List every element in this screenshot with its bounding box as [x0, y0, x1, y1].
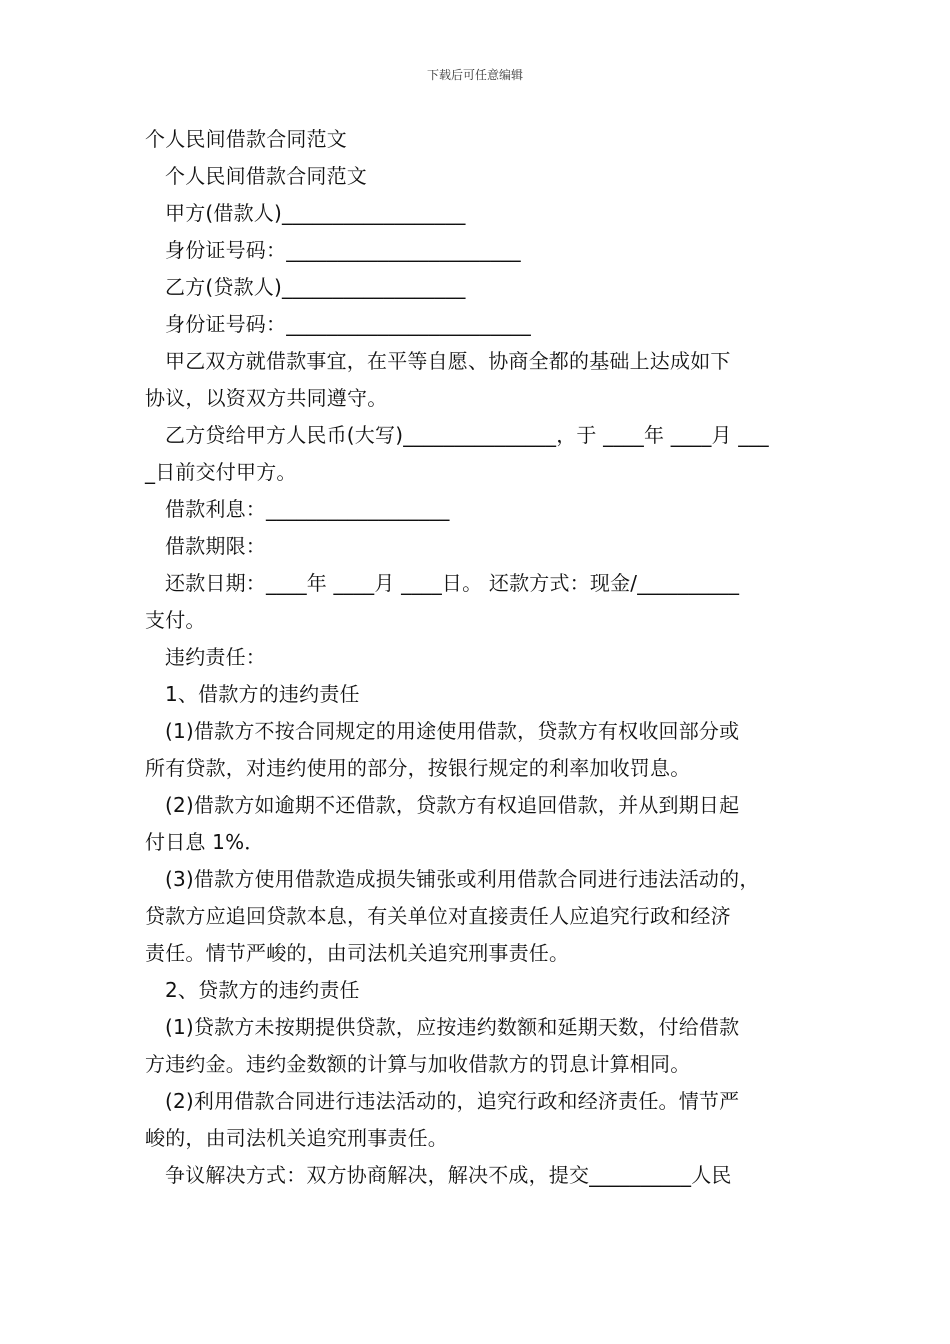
- contract-line: 责任。情节严峻的，由司法机关追究刑事责任。: [145, 941, 570, 965]
- contract-line: 个人民间借款合同范文: [165, 164, 367, 188]
- contract-line: 甲方(借款人)__________________: [165, 201, 466, 225]
- contract-line: _日前交付甲方。: [145, 460, 297, 484]
- contract-line: 乙方贷给甲方人民币(大写)_______________，于 ____年 ____月 ___: [165, 423, 769, 447]
- contract-line: 协议，以资双方共同遵守。: [145, 386, 388, 410]
- contract-line: 还款日期：____年 ____月 ____日。 还款方式：现金/__________: [165, 571, 740, 595]
- contract-line: 身份证号码：_______________________: [165, 238, 521, 262]
- contract-line: 甲乙双方就借款事宜，在平等自愿、协商全都的基础上达成如下: [165, 349, 731, 373]
- contract-line: 违约责任：: [165, 645, 266, 669]
- contract-line: 方违约金。违约金数额的计算与加收借款方的罚息计算相同。: [145, 1052, 691, 1076]
- contract-line: 支付。: [145, 608, 206, 632]
- contract-line: 乙方(贷款人)__________________: [165, 275, 466, 299]
- page-header-note: 下载后可任意编辑: [426, 68, 523, 82]
- contract-line: (2)利用借款合同进行违法活动的，追究行政和经济责任。情节严: [165, 1089, 740, 1113]
- contract-document: [145, 121, 815, 1194]
- contract-line: (3)借款方使用借款造成损失铺张或利用借款合同进行违法活动的，: [165, 867, 760, 891]
- contract-line: (1)贷款方未按期提供贷款，应按违约数额和延期天数，付给借款: [165, 1015, 740, 1039]
- contract-line: 借款期限：: [165, 534, 266, 558]
- contract-line: 付日息 1%．: [145, 830, 265, 854]
- contract-line: 贷款方应追回贷款本息，有关单位对直接责任人应追究行政和经济: [145, 904, 731, 928]
- contract-line: 2、贷款方的违约责任: [165, 978, 360, 1002]
- contract-line: 峻的，由司法机关追究刑事责任。: [145, 1126, 448, 1150]
- contract-line: 所有贷款，对违约使用的部分，按银行规定的利率加收罚息。: [145, 756, 691, 780]
- contract-line: (1)借款方不按合同规定的用途使用借款，贷款方有权收回部分或: [165, 719, 740, 743]
- contract-line: (2)借款方如逾期不还借款，贷款方有权追回借款，并从到期日起: [165, 793, 740, 817]
- contract-line: 争议解决方式：双方协商解决，解决不成，提交__________人民: [165, 1163, 732, 1187]
- contract-line: 身份证号码：________________________: [165, 312, 531, 336]
- contract-line: 个人民间借款合同范文: [145, 127, 347, 151]
- contract-line: 1、借款方的违约责任: [165, 682, 360, 706]
- contract-line: 借款利息：__________________: [165, 497, 450, 521]
